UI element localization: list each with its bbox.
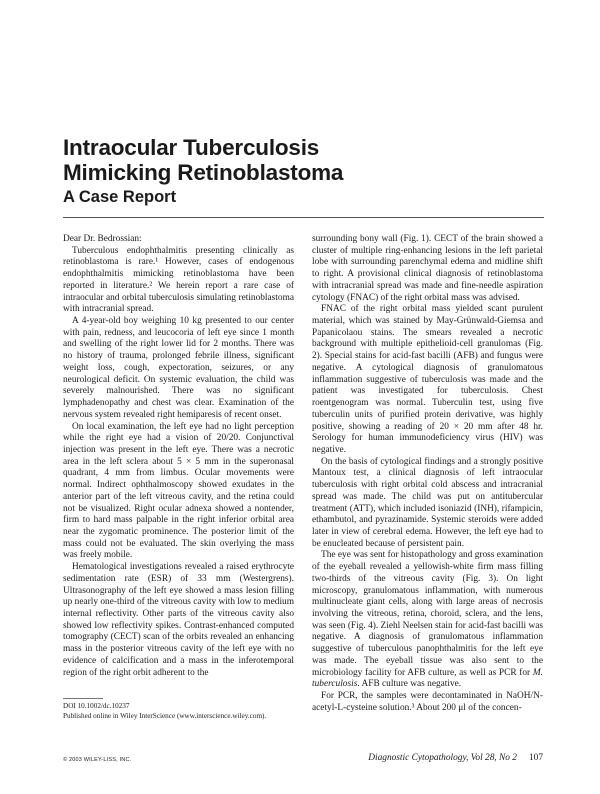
article-title <box>63 136 543 208</box>
article-subtitle: A Case Report <box>63 188 177 206</box>
doi-text: DOI 10.1002/dc.10237 <box>63 702 130 710</box>
paragraph-histopathology <box>312 550 543 691</box>
doi-block <box>63 702 303 721</box>
footnote-divider <box>63 698 103 699</box>
title-line-2: Mimicking Retinoblastoma <box>63 159 344 185</box>
paragraph-imaging-continued: surrounding bony wall (Fig. 1). CECT of the brain showed a cluster of multiple ring-enhancing lesions in the left parietal lobe with surrounding parenchymal edema and midline shift to right. A provisional clinical diagnosis of retinoblastoma with intracranial spread was made and fine-needle aspiration cytology (FNAC) of the right orbital mass was advised. <box>312 234 543 303</box>
histopathology-text: The eye was sent for histopathology and gross examination of the eyeball revealed a yellowish-white firm mass filling two-thirds of the vitreous cavity (Fig. 3). On light microscopy, granulomatous inflammation, with numerous multinucleate giant cells, along with large areas of necrosis involving the vitreous, retina, choroid, sclera, and the lens, was seen (Fig. 4). Ziehl Neelsen stain for acid-fast bacilli was negative. A diagnosis of granulomatous inflammation suggestive of tuberculous panophthalmitis for the left eye was made. The eyeball tissue was also sent to the microbiology facility for AFB culture, as well as PCR for <box>312 550 543 678</box>
publication-note: Published online in Wiley InterScience (www.interscience.wiley.com). <box>63 711 267 720</box>
paragraph-local-examination: On local examination, the left eye had no light perception while the right eye had a vision of 20/20. Conjunctival injection was present in the left eye. There was a necrotic area in the left sclera about 5 × 5 mm in the superonasal quadrant, 4 mm from limbus. Ocular movements were normal. Indirect ophthalmoscopy showed exudates in the anterior part of the left vitreous cavity, and the retina could not be visualized. Right ocular adnexa showed a nontender, firm to hard mass palpable in the right inferior orbital area near the zygomatic prominence. The posterior limit of the mass could not be evaluated. The skin overlying the mass was freely mobile. <box>63 421 294 561</box>
title-divider <box>63 217 544 218</box>
paragraph-case-presentation: A 4-year-old boy weighing 10 kg presented to our center with pain, redness, and leucocoria of left eye since 1 month and swelling of the right lower lid for 2 months. There was no history of trauma, prolonged febrile illness, significant weight loss, cough, expectoration, seizures, or any neurological deficit. On systemic evaluation, the child was severely malnourished. There was no significant lymphadenopathy and chest was clear. Examination of the nervous system revealed right hemiparesis of recent onset. <box>63 316 294 420</box>
paragraph-pcr: For PCR, the samples were decontaminated in NaOH/N-acetyl-L-cysteine solution.³ About 200 μl of the concen- <box>312 691 543 713</box>
journal-citation: Diagnostic Cytopathology, Vol 28, No 2 <box>368 753 517 763</box>
organism-name: M. tuberculosis <box>312 667 543 690</box>
paragraph-fnac: FNAC of the right orbital mass yielded scant purulent material, which was stained by May-Grünwald-Giemsa and Papanicolaou stains. The smears revealed a necrotic background with multiple epithelioid-cell granulomas (Fig. 2). Special stains for acid-fast bacilli (AFB) and fungus were negative. A cytological diagnosis of granulomatous inflammation suggestive of tuberculosis was made and the patient was investigated for tuberculosis. Chest roentgenogram was normal. Tuberculin test, using five tuberculin units of purified protein derivative, was highly positive, showing a reading of 20 × 20 mm after 48 hr. Serology for human immunodeficiency virus (HIV) was negative. <box>312 304 543 455</box>
title-line-1: Intraocular Tuberculosis <box>63 135 320 160</box>
copyright-notice: © 2003 WILEY-LISS, INC. <box>63 757 132 763</box>
left-column <box>63 234 294 679</box>
histopathology-text-end: . AFB culture was negative. <box>357 679 462 690</box>
paragraph-investigations: Hematological investigations revealed a raised erythrocyte sedimentation rate (ESR) of 33 mm (Westergrens). Ultrasonography of the left eye showed a mass lesion filling up nearly one-third of the vitreous cavity with low to medium internal reflectivity. Other parts of the vitreous cavity also showed low reflectivity spikes. Contrast-enhanced computed tomography (CECT) scan of the orbits revealed an enhancing mass in the posterior vitreous cavity of the left eye with no evidence of calcification and a mass in the inferotemporal region of the right orbit adherent to the <box>63 562 294 678</box>
paragraph-intro: Tuberculous endophthalmitis presenting clinically as retinoblastoma is rare.¹ However, cases of endogenous endophthalmitis mimicking retinoblastoma have been reported in literature.² We herein report a rare case of intraocular and orbital tuberculosis simulating retinoblastoma with intracranial spread. <box>63 245 294 315</box>
page-number: 107 <box>528 753 543 763</box>
right-column <box>312 234 543 714</box>
salutation: Dear Dr. Bedrossian: <box>63 234 142 244</box>
paragraph-diagnosis: On the basis of cytological findings and a strongly positive Mantoux test, a clinical diagnosis of left intraocular tuberculosis with right orbital cold abscess and intracranial spread was made. The child was put on antitubercular treatment (ATT), which included isoniazid (INH), rifampicin, ethambutol, and pyrazinamide. Systemic steroids were added later in view of cerebral edema. However, the left eye had to be enucleated because of persistent pain. <box>312 456 543 549</box>
running-footer <box>368 753 543 763</box>
